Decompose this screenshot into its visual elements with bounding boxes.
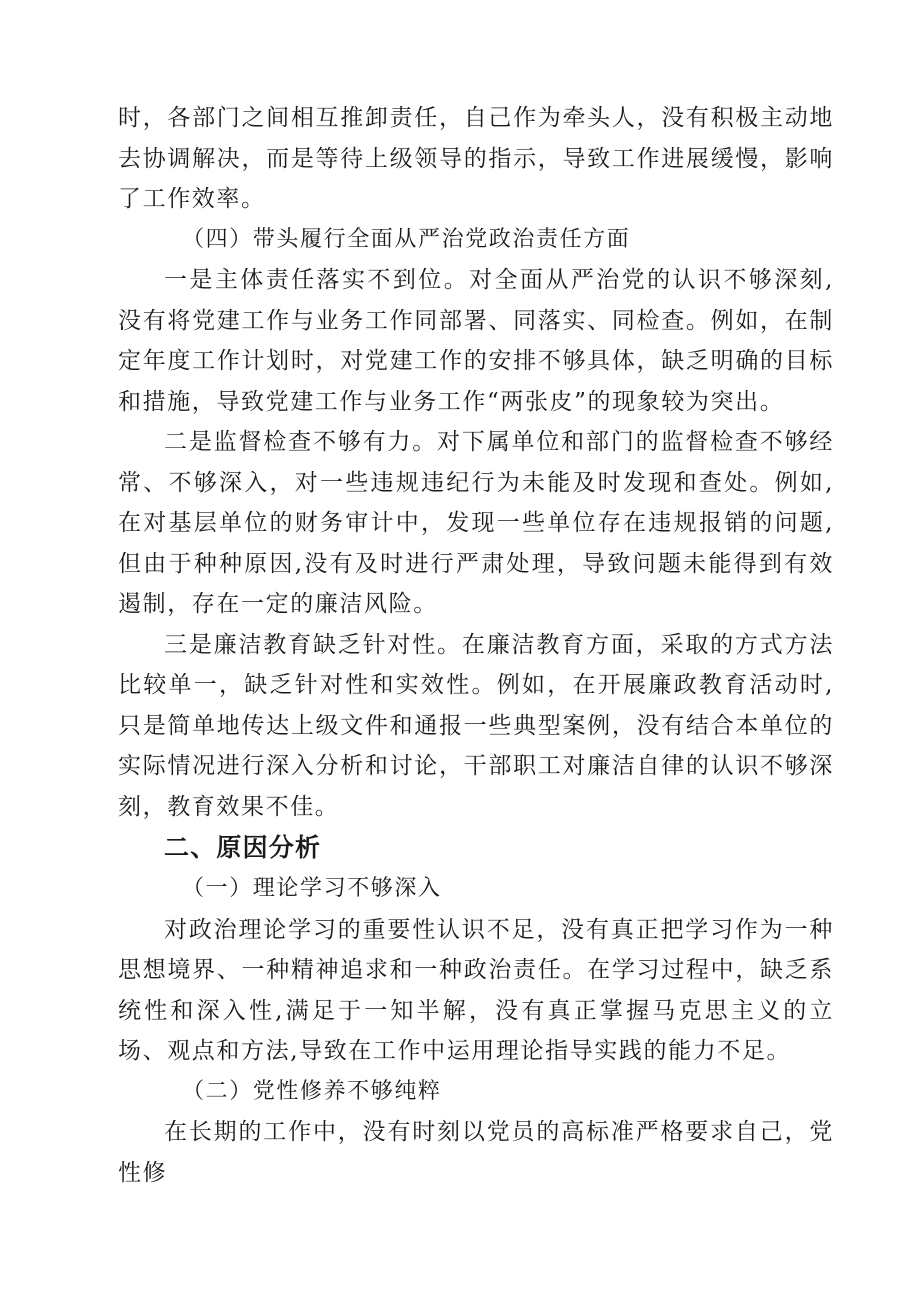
subheading-four: （四）带头履行全面从严治党政治责任方面 xyxy=(182,226,631,252)
paragraph-continuation: 时，各部门之间相互推卸责任，自己作为牵头人，没有积极主动地去协调解决，而是等待上级领导的指示，导致工作进展缓慢，影响了工作效率。 xyxy=(118,105,834,212)
subheading-two: （二）党性修养不够纯粹 xyxy=(182,1078,442,1104)
paragraph-party-spirit: 在长期的工作中，没有时刻以党员的高标准严格要求自己，党性修 xyxy=(118,1119,834,1186)
paragraph-responsibility: 一是主体责任落实不到位。对全面从严治党的认识不够深刻,没有将党建工作与业务工作同部署、同落实、同检查。例如，在制定年度工作计划时，对党建工作的安排不够具体，缺乏明确的目标和措施，导致党建工作与业务工作“两张皮”的现象较为突出。 xyxy=(118,267,834,415)
subheading-one: （一）理论学习不够深入 xyxy=(182,876,442,901)
section-heading-cause-analysis: 二、原因分析 xyxy=(164,833,322,862)
paragraph-integrity-education: 三是廉洁教育缺乏针对性。在廉洁教育方面，采取的方式方法比较单一，缺乏针对性和实效性。例如，在开展廉政教育活动时,只是简单地传达上级文件和通报一些典型案例，没有结合本单位的实际情况进行深入分析和讨论，干部职工对廉洁自律的认识不够深刻，教育效果不佳。 xyxy=(118,631,834,820)
document-page xyxy=(118,98,834,1193)
paragraph-theory-study: 对政治理论学习的重要性认识不足，没有真正把学习作为一种思想境界、一种精神追求和一种政治责任。在学习过程中，缺乏系统性和深入性,满足于一知半解，没有真正掌握马克思主义的立场、观点和方法,导致在工作中运用理论指导实践的能力不足。 xyxy=(118,916,834,1064)
paragraph-supervision: 二是监督检查不够有力。对下属单位和部门的监督检查不够经常、不够深入，对一些违规违纪行为未能及时发现和查处。例如,在对基层单位的财务审计中，发现一些单位存在违规报销的问题,但由于种种原因,没有及时进行严肃处理，导致问题未能得到有效遏制，存在一定的廉洁风险。 xyxy=(118,429,834,617)
